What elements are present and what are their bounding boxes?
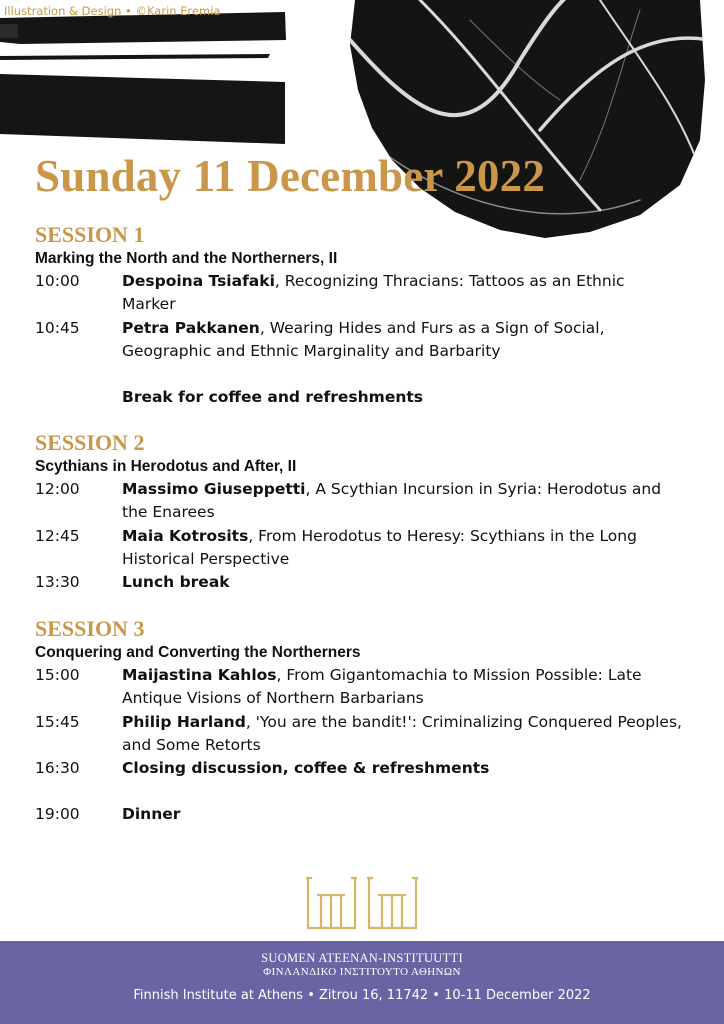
time-label: 16:30 [35,759,80,778]
footer-bar [0,941,724,1024]
session-subtitle: Scythians in Herodotus and After, II [35,458,297,475]
closing-label: Closing discussion, coffee & refreshments [122,759,490,778]
session-3 [35,616,682,827]
schedule-row [35,803,682,826]
schedule-row [35,386,682,409]
schedule-row [35,571,682,594]
page-title: Sunday 11 December 2022 [35,151,546,201]
talk-title: , From Gigantomachia to Mission Possible: Late Antique Visions of Northern Barbarians [122,666,642,708]
talk-title: , Recognizing Thracians: Tattoos as an Ethnic Marker [122,272,625,314]
session-1 [35,222,682,409]
time-label: 13:30 [35,573,80,592]
speaker-name: Maia Kotrosits [122,526,249,545]
talk-title: , A Scythian Incursion in Syria: Herodotus and the Enarees [122,480,662,522]
schedule-row [35,525,682,572]
speaker-name: Despoina Tsiafaki [122,272,275,290]
session-title: SESSION 3 [35,616,145,641]
lunch-label: Lunch break [122,573,230,592]
time-label: 12:45 [35,526,80,545]
schedule-row [35,757,682,780]
talk-entry [122,711,682,758]
time-label: 19:00 [35,805,80,824]
talk-entry [122,478,682,525]
talk-title: , 'You are the bandit!': Criminalizing Conquered Peoples, and Some Retorts [122,712,682,754]
time-label: 15:00 [35,666,80,684]
break-label: Break for coffee and refreshments [122,388,424,407]
talk-entry [122,317,682,364]
dinner-label: Dinner [122,805,181,824]
institute-logo [305,873,419,933]
institute-address-dates: Finnish Institute at Athens • Zitrou 16, 11742 • 10-11 December 2022 [133,988,591,1003]
schedule-row [35,270,682,317]
schedule-row [35,317,682,364]
speaker-name: Petra Pakkanen [122,318,260,337]
talk-title: , Wearing Hides and Furs as a Sign of Social, Geographic and Ethnic Marginality and Barbarity [122,318,605,360]
session-2 [35,430,682,594]
time-label: 10:45 [35,318,80,337]
schedule-row [35,664,682,711]
schedule-row [35,478,682,525]
session-subtitle: Conquering and Converting the Northerners [35,644,361,661]
institute-name-finnish: SUOMEN ATEENAN-INSTITUUTTI [261,951,463,965]
time-label: 12:00 [35,480,80,498]
talk-entry [122,270,682,317]
talk-title: , From Herodotus to Heresy: Scythians in the Long Historical Perspective [122,526,637,568]
session-title: SESSION 1 [35,222,145,247]
speaker-name: Maijastina Kahlos [122,666,277,684]
illustration-credit: Illustration & Design • ©Karin Eremia [4,4,221,18]
time-label: 15:45 [35,712,80,731]
institute-name-greek: ΦΙΝΛΑΝΔΙΚΟ ΙΝΣΤΙΤΟΥΤΟ ΑΘΗΝΩΝ [263,966,461,978]
decorative-brushstroke-art [0,0,724,250]
schedule-row [35,711,682,758]
session-title: SESSION 2 [35,430,145,455]
talk-entry [122,525,682,572]
speaker-name: Massimo Giuseppetti [122,480,306,498]
speaker-name: Philip Harland [122,712,246,731]
session-subtitle: Marking the North and the Northerners, II [35,250,338,267]
time-label: 10:00 [35,272,80,290]
talk-entry [122,664,682,711]
